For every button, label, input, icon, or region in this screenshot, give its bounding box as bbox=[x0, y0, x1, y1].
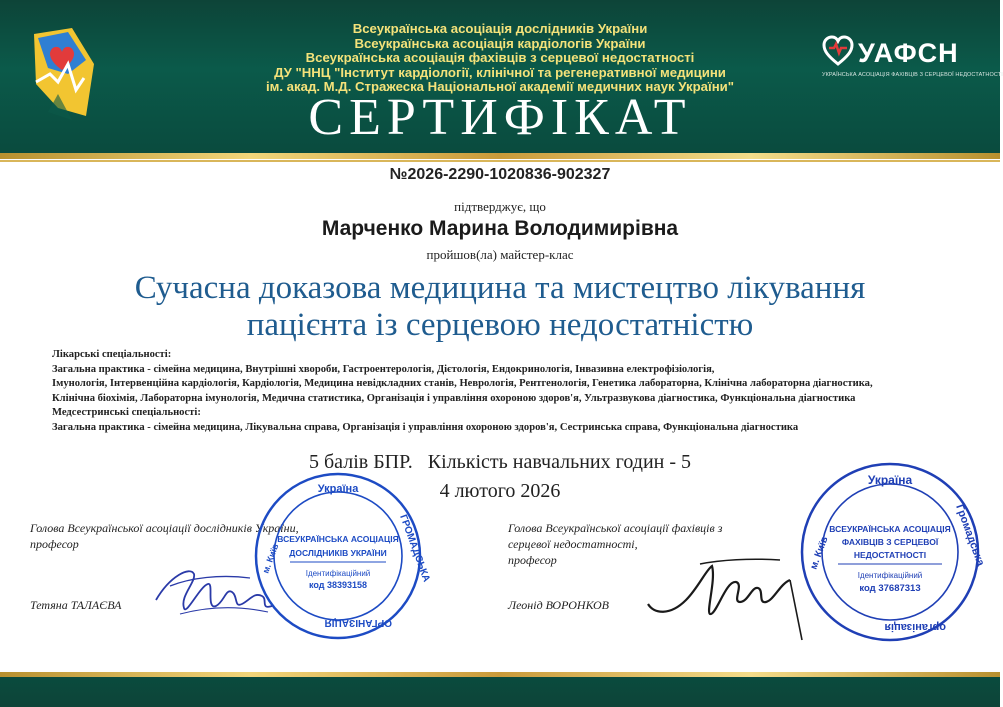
stamp-center-line: ФАХІВЦІВ З СЕРЦЕВОЇ bbox=[841, 537, 939, 547]
stamp-center-line: ДОСЛІДНИКІВ УКРАЇНИ bbox=[289, 548, 387, 558]
stamp-id-label: Ідентифікаційний bbox=[857, 571, 923, 580]
signatory-title-line: професор bbox=[508, 553, 557, 567]
stamp-left-arc: м. Київ bbox=[808, 535, 831, 572]
nursing-specialties-heading: Медсестринські спеціальності: bbox=[52, 407, 201, 419]
uafsn-subtitle: УКРАЇНСЬКА АСОЦІАЦІЯ ФАХІВЦІВ З СЕРЦЕВОЇ НЕДОСТАТНОСТІ bbox=[822, 72, 1003, 78]
stamp-center-line: НЕДОСТАТНОСТІ bbox=[853, 550, 927, 560]
signatory-title-line: Голова Всеукраїнської асоціації фахівців з bbox=[508, 521, 723, 535]
footer-band bbox=[0, 677, 1000, 707]
organization-line: ім. акад. М.Д. Стражеска Національної академії медичних наук України" bbox=[265, 79, 735, 95]
organization-line: Всеукраїнська асоціація кардіологів України bbox=[354, 35, 646, 51]
course-title-line: пацієнта із серцевою недостатністю bbox=[246, 307, 754, 343]
specialties-heading: Лікарські спеціальності: bbox=[52, 349, 172, 360]
specialties-line: Імунологія, Інтервенційна кардіологія, Кардіологія, Медицина невідкладних станів, Неврологія, Рентгенологія, Генетика лабораторна, Клінічна лабораторна діагностика, bbox=[52, 378, 873, 390]
organization-line: Всеукраїнська асоціація дослідників України bbox=[352, 21, 648, 36]
issue-date: 4 лютого 2026 bbox=[439, 480, 561, 502]
passed-text: пройшов(ла) майстер-клас bbox=[426, 247, 574, 262]
stamp-center-line: ВСЕУКРАЇНСЬКА АСОЦІАЦІЯ bbox=[277, 534, 399, 544]
stamp-bottom-arc: ОРГАНІЗАЦІЯ bbox=[324, 617, 392, 628]
stamp-bottom-arc: організація bbox=[884, 621, 946, 633]
course-title-line: Сучасна доказова медицина та мистецтво лікування bbox=[134, 270, 866, 306]
certificate-title: СЕРТИФІКАТ bbox=[308, 89, 692, 146]
uafsn-logo bbox=[822, 36, 1003, 84]
signatory-title-line: професор bbox=[30, 537, 79, 551]
stamp-top-arc: Україна bbox=[317, 483, 359, 495]
right-official-stamp bbox=[798, 460, 987, 644]
right-handwritten-signature bbox=[640, 550, 820, 646]
heart-logo-icon bbox=[822, 36, 854, 68]
right-signatory-name: Леонід ВОРОНКОВ bbox=[508, 598, 609, 612]
course-title bbox=[60, 270, 940, 344]
uafsn-brand: УАФСН bbox=[858, 38, 959, 68]
organizations-list bbox=[150, 22, 850, 95]
stamp-left-arc: м. Київ bbox=[260, 542, 281, 575]
stamp-code: код 38393158 bbox=[308, 580, 368, 590]
certificate-number: №2026-2290-1020836-902327 bbox=[389, 166, 611, 183]
recipient-name: Марченко Марина Володимирівна bbox=[321, 217, 679, 240]
left-official-stamp bbox=[252, 470, 432, 642]
stamp-right-arc: ГРОМАДСЬКА bbox=[397, 513, 432, 584]
specialties-line: Загальна практика - сімейна медицина, Лікувальна справа, Організація і управління охороною здоров'я, Сестринська справа, Функціональна діагностика bbox=[52, 421, 799, 433]
stamp-center-line: ВСЕУКРАЇНСЬКА АСОЦІАЦІЯ bbox=[829, 524, 951, 534]
stamp-top-arc: Україна bbox=[867, 473, 913, 487]
specialties-line: Загальна практика - сімейна медицина, Внутрішні хвороби, Гастроентерологія, Дієтологія, Ендокринологія, Інвазивна електрофізіологія, bbox=[52, 363, 715, 375]
organization-line: ДУ "ННЦ "Інститут кардіології, клінічної та регенеративної медицини bbox=[274, 64, 726, 80]
stamp-right-arc: Громадська bbox=[953, 502, 987, 568]
points-hours: 5 балів БПР. Кількість навчальних годин - 5 bbox=[308, 451, 692, 473]
specialties-block bbox=[52, 348, 972, 436]
organization-line: Всеукраїнська асоціація фахівців з серцевої недостатності bbox=[305, 50, 695, 66]
signatory-title-line: Голова Всеукраїнської асоціації дослідників України, bbox=[30, 521, 299, 535]
stamp-id-label: Ідентифікаційний bbox=[305, 569, 371, 578]
signatory-title-line: серцевої недостатності, bbox=[508, 537, 638, 551]
header-gold-line bbox=[0, 160, 1000, 162]
confirm-text: підтверджує, що bbox=[454, 199, 546, 214]
left-signatory-name: Тетяна ТАЛАЄВА bbox=[30, 598, 122, 612]
specialties-line: Клінічна біохімія, Лабораторна імунологія, Медична статистика, Організація і управління охороною здоров'я, Ультразвукова діагностика, Функціональна діагностика bbox=[52, 392, 856, 404]
stamp-code: код 37687313 bbox=[859, 583, 921, 594]
header-gold-stripe bbox=[0, 153, 1000, 159]
